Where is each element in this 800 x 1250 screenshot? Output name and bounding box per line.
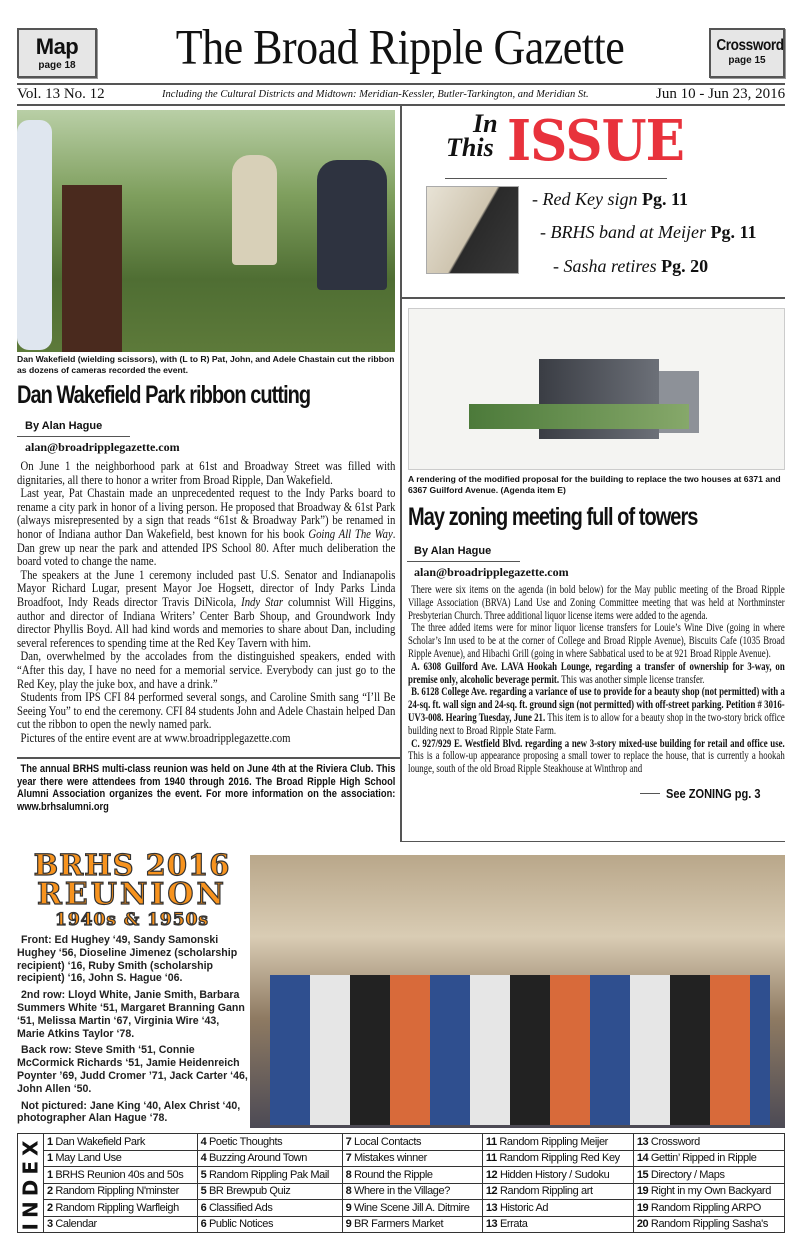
caption-second-row: 2nd row: Lloyd White, Janie Smith, Barbara Summers White ‘51, Margaret Branning Gann ‘51, Melissa Martin ‘67, Virginia Wire ‘43, Marie Atkins Taylor ‘78. [17, 989, 245, 1040]
caption-front-row: Front: Ed Hughey ‘49, Sandy Samonski Hughey ‘56, Dioseline Jimenez (scholarship recipient) ‘16, Ruby Smith (scholarship recipient) ‘16, John S. Hague ‘06. [17, 934, 238, 985]
index-entry[interactable]: 1 May Land Use [44, 1150, 198, 1167]
index-entry[interactable]: 11 Random Rippling Meijer [482, 1134, 633, 1151]
index-entry[interactable]: 13 Errata [482, 1216, 633, 1233]
index-entry[interactable]: 13 Historic Ad [482, 1200, 633, 1217]
index-entry[interactable]: 6 Classified Ads [197, 1200, 342, 1217]
story-body [17, 460, 395, 745]
index-table [43, 1133, 785, 1233]
index-entry[interactable]: 9 BR Farmers Market [342, 1216, 482, 1233]
author-email[interactable]: alan@broadripplegazette.com [414, 565, 569, 579]
index-entry[interactable]: 20 Random Rippling Sasha's [633, 1216, 784, 1233]
index-entry[interactable]: 6 Public Notices [197, 1216, 342, 1233]
author-email[interactable]: alan@broadripplegazette.com [25, 440, 180, 454]
band-member-photo [426, 186, 519, 274]
byline-rule [17, 436, 130, 437]
crossword-page-link[interactable] [709, 28, 785, 78]
index-entry[interactable]: 15 Directory / Maps [633, 1167, 784, 1184]
byline: By Alan Hague [414, 545, 492, 557]
index-row [44, 1216, 785, 1233]
byline-rule [407, 561, 520, 562]
paragraph: B. 6128 College Ave. regarding a variance of use to provide for a beauty shop (not permitted) with a 24-sq. ft. wall sign and 24-sq. ft. ground sign (not permitted) with off-street parking. Petition # 3016-UV3-008. Hearing Tuesday, June 21. This item is to allow for a beauty shop in the two-story brick office building next to Broad Ripple State Farm. [408, 686, 785, 737]
index-entry[interactable]: 2 Random Rippling N'minster [44, 1183, 198, 1200]
volume-number: Vol. 13 No. 12 [17, 86, 105, 102]
section-rule [400, 841, 785, 842]
issue-item[interactable]: - BRHS band at Meijer Pg. 11 [540, 222, 757, 242]
index-entry[interactable]: 2 Random Rippling Warfleigh [44, 1200, 198, 1217]
byline: By Alan Hague [25, 420, 103, 432]
left-column-flow [17, 460, 400, 813]
reunion-logo: BRHS 2016 REUNION 1940s & 1950s [33, 848, 231, 930]
index-row [44, 1183, 785, 1200]
issue-item[interactable]: - Sasha retires Pg. 20 [553, 256, 709, 276]
story-body [408, 584, 785, 776]
index-entry[interactable]: 12 Random Rippling art [482, 1183, 633, 1200]
in-this-heading: In This [446, 109, 498, 162]
index-entry[interactable]: 4 Poetic Thoughts [197, 1134, 342, 1151]
index-row [44, 1134, 785, 1151]
ribbon-cutting-photo [17, 110, 395, 352]
index-entry[interactable]: 8 Where in the Village? [342, 1183, 482, 1200]
index-entry[interactable]: 19 Right in my Own Backyard [633, 1183, 784, 1200]
index-label: INDEX [18, 1135, 42, 1231]
section-rule [17, 757, 400, 759]
index-entry[interactable]: 19 Random Rippling ARPO [633, 1200, 784, 1217]
issue-item[interactable]: - Red Key sign Pg. 11 [532, 189, 688, 209]
paragraph: Students from IPS CFI 84 performed several songs, and Caroline Smith sang “I’ll Be Seeing You” to end the ceremony. CFI 84 students John and Adele Chastain helped Dan cut the ribbon to open the newly named park. [17, 690, 396, 732]
paragraph: The speakers at the June 1 ceremony included past U.S. Senator and Indianapolis Mayor Richard Lugar, present Mayor Joe Hogsett, director of Indy Parks Linda Broadfoot, Indy Reads director Travis DiNicola, Indy Star columnist Will Higgins, author and director of Indiana Writers’ Center Barb Shoup, and Groundwork Indy director Phyllis Boyd. All had kind words and memories to share about Dan, including several references to spending time at the Red Key Tavern with him. [17, 567, 396, 650]
reunion-blurb: The annual BRHS multi-class reunion was held on June 4th at the Riviera Club. This year there were attendees from 1940 through 2016. The Broad Ripple High School Alumni Association organizes the event. For more information on the association: www.brhsalumni.org [17, 763, 396, 813]
index-row [44, 1167, 785, 1184]
index-entry[interactable]: 4 Buzzing Around Town [197, 1150, 342, 1167]
paragraph: Dan, overwhelmed by the accolades from the distinguished speakers, ended with “After this day, I have no need for a memorial service. Everybody can just go to the Red Key, play the juke box, and have a drink.” [17, 649, 396, 691]
park-sign [62, 185, 122, 352]
index-entry[interactable]: 5 Random Rippling Pak Mail [197, 1167, 342, 1184]
paragraph: The three added items were for minor liquor license transfers for Louie’s Wine Dive (going in where Scholar’s Inn used to be at the corner of College and Broad Ripple Avenue), Biscuits Cafe (1035 Broad Ripple Avenue), and Hibachi Grill (going in where Sabbatical used to be at 921 Broad Ripple Avenue). [408, 622, 785, 660]
paragraph: Pictures of the entire event are at www.broadripplegazette.com [20, 730, 291, 745]
map-page: page 18 [38, 60, 76, 71]
column-divider [400, 104, 402, 842]
index-entry[interactable]: 14 Gettin’ Ripped in Ripple [633, 1150, 784, 1167]
issue-rule [445, 178, 667, 179]
masthead-rule [17, 83, 785, 85]
newspaper-title: The Broad Ripple Gazette [175, 20, 625, 75]
crossword-page: page 15 [728, 55, 766, 66]
rendering-caption: A rendering of the modified proposal for the building to replace the two houses at 6371 and 6367 Guilford Avenue. (Agenda item E) [408, 474, 781, 495]
caption-back-row: Back row: Steve Smith ‘51, Connie McCormick Richards ‘51, Jamie Heidenreich Poynter ’69, Judd Cromer ’71, Jack Carter ‘46, John Allen ‘50. [17, 1044, 248, 1095]
building-rendering [408, 308, 785, 470]
caption-not-pictured: Not pictured: Jane King ‘40, Alex Christ ‘40, photographer Alan Hague ‘78. [17, 1099, 241, 1125]
index-entry[interactable]: 5 BR Brewpub Quiz [197, 1183, 342, 1200]
reunion-caption [17, 934, 249, 1129]
continued-line [408, 786, 785, 801]
map-page-link[interactable] [17, 28, 97, 78]
paragraph: A. 6308 Guilford Ave. LAVA Hookah Lounge, regarding a transfer of ownership for 3-way, on premise only, alcoholic beverage permit. This was another simple license transfer. [408, 660, 785, 686]
index-entry[interactable]: 13 Crossword [633, 1134, 784, 1151]
story-headline: Dan Wakefield Park ribbon cutting [17, 381, 311, 409]
paragraph: There were six items on the agenda (in bold below) for the May public meeting of the Broad Ripple Village Association (BRVA) Land Use and Zoning Committee meeting that was held at Northminster Presbyterian Church. Three additional liquor license items were added to the agenda. [408, 584, 785, 622]
index-entry[interactable]: 1 Dan Wakefield Park [44, 1134, 198, 1151]
index-entry[interactable]: 7 Mistakes winner [342, 1150, 482, 1167]
reunion-group-photo [250, 855, 785, 1128]
issue-dates: Jun 10 - Jun 23, 2016 [656, 86, 786, 102]
index-entry[interactable]: 12 Hidden History / Sudoku [482, 1167, 633, 1184]
index-entry[interactable]: 3 Calendar [44, 1216, 198, 1233]
map-label: Map [35, 34, 79, 59]
photo-caption: Dan Wakefield (wielding scissors), with (L to R) Pat, John, and Adele Chastain cut the ribbon as dozens of cameras recorded the event. [17, 354, 395, 375]
index-entry[interactable]: 1 BRHS Reunion 40s and 50s [44, 1167, 198, 1184]
index-row [44, 1150, 785, 1167]
right-column-flow [408, 584, 785, 801]
index-entry[interactable]: 9 Wine Scene Jill A. Ditmire [342, 1200, 482, 1217]
section-rule [400, 297, 785, 299]
paragraph: C. 927/929 E. Westfield Blvd. regarding a new 3-story mixed-use building for retail and office use. This is a follow-up appearance proposing a small tower to replace the house, that is currently a hookah lounge, south of the old Broad Ripple Steakhouse at Winthrop and [408, 737, 785, 776]
continued-link[interactable]: See ZONING pg. 3 [666, 785, 761, 801]
index-row [44, 1200, 785, 1217]
paragraph: On June 1 the neighborhood park at 61st and Broadway Street was filled with dignitaries, all there to honor a writer from Broad Ripple, Dan Wakefield. [17, 459, 396, 487]
story-headline: May zoning meeting full of towers [408, 503, 698, 531]
index-entry[interactable]: 7 Local Contacts [342, 1134, 482, 1151]
index-entry[interactable]: 11 Random Rippling Red Key [482, 1150, 633, 1167]
index-entry[interactable]: 8 Round the Ripple [342, 1167, 482, 1184]
issue-heading: ISSUE [507, 108, 684, 174]
crossword-label: Crossword [716, 37, 784, 54]
paragraph: Last year, Pat Chastain made an unprecedented request to the Indy Parks board to rename a city park in honor of a living person. He proposed that Broadway & 61st Park (always misrepresented by a sign that reads “61st & Broadway Park”) be renamed in honor of Indiana author Dan Wakefield, best known for his book Going All The Way. Dan grew up near the park and attended IPS School 80. After much deliberation the board voted to change the name. [17, 486, 396, 569]
tagline: Including the Cultural Districts and Midtown: Meridian-Kessler, Butler-Tarkington, and Meridian St. [162, 89, 589, 100]
jump-rule [640, 793, 660, 794]
